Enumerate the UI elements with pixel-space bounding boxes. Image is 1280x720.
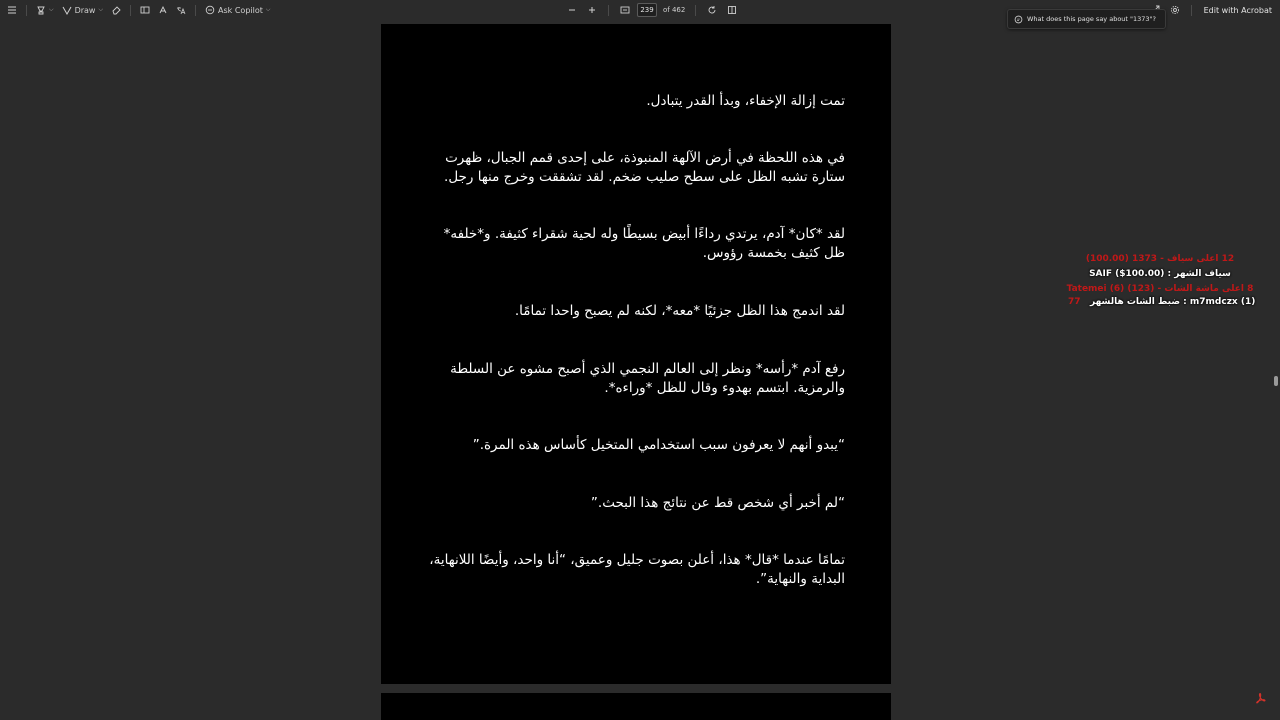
pdf-page	[381, 24, 891, 684]
highlighter-icon	[36, 5, 46, 15]
chevron-down-icon[interactable]: ⌵	[49, 6, 54, 13]
highlight-button[interactable]	[33, 2, 57, 18]
toolbar-left-group	[4, 0, 273, 20]
gear-icon	[1170, 5, 1180, 15]
overlay-count: 77	[1068, 297, 1081, 307]
page-view-button[interactable]	[724, 2, 740, 18]
zoom-out-button[interactable]	[564, 2, 580, 18]
zoom-in-button[interactable]	[584, 2, 600, 18]
add-text-button[interactable]	[137, 2, 153, 18]
paragraph: رفع آدم *رأسه* ونظر إلى العالم النجمي الذي أصبح مشوه عن السلطة والرمزية. ابتسم بهدوء وقال للظل *وراءه*.	[450, 361, 845, 396]
fit-page-button[interactable]	[617, 2, 633, 18]
eraser-icon	[111, 5, 121, 15]
translate-icon	[176, 5, 186, 15]
paragraph: “لم أخبر أي شخص قط عن نتائج هذا البحث.”	[590, 495, 845, 511]
minus-icon	[567, 5, 577, 15]
pdf-page-next	[381, 693, 891, 720]
overlay-top-donor: 12 اعلى سياف - 1373 (100.00)	[1085, 254, 1235, 264]
rotate-icon	[707, 5, 717, 15]
copilot-icon	[205, 5, 215, 15]
toolbar-divider	[695, 5, 696, 16]
page-number-input[interactable]	[637, 3, 657, 17]
list-icon	[7, 5, 17, 15]
settings-button[interactable]	[1167, 2, 1183, 18]
page-count: of 462	[663, 6, 686, 14]
paragraph: تمامًا عندما *قال* هذا، أعلن بصوت جليل وعميق، “أنا واحد، وأيضًا اللانهاية، البداية والنهاية”.	[429, 552, 845, 587]
read-aloud-icon	[158, 5, 168, 15]
translate-button[interactable]	[173, 2, 189, 18]
contents-button[interactable]	[4, 2, 20, 18]
read-aloud-button[interactable]	[155, 2, 171, 18]
acrobat-icon[interactable]	[1254, 692, 1266, 704]
toolbar-divider	[195, 5, 196, 16]
tooltip-text: What does this page say about "1373"?	[1027, 15, 1157, 23]
paragraph: لقد اندمج هذا الظل جزئيًا *معه*، لكنه لم يصبح واحدا تمامًا.	[514, 303, 845, 319]
ask-copilot-label: Ask Copilot	[218, 5, 263, 15]
paragraph: “يبدو أنهم لا يعرفون سبب استخدامي المتخيل كأساس هذه المرة.”	[472, 437, 845, 453]
draw-label: Draw	[74, 5, 96, 15]
copilot-suggestion-tooltip[interactable]	[1007, 9, 1166, 29]
toolbar-divider	[1191, 5, 1192, 16]
paragraph: في هذه اللحظة في أرض الآلهة المنبوذة، على إحدى قمم الجبال، ظهرت ستارة تشبه الظل على سطح صليب ضخم. لقد تشققت وخرج منها رجل.	[444, 150, 845, 185]
toolbar-divider	[608, 5, 609, 16]
copilot-icon	[1014, 15, 1023, 24]
erase-button[interactable]	[108, 2, 124, 18]
toolbar-center-group	[564, 0, 740, 20]
edit-with-acrobat-button[interactable]: Edit with Acrobat	[1203, 5, 1272, 15]
chevron-down-icon[interactable]: ⌵	[98, 6, 104, 13]
fit-page-icon	[620, 5, 630, 15]
overlay-month-donor: سياف الشهر : SAIF ($100.00)	[1089, 269, 1231, 279]
overlay-top-chatter: 8 اعلى ماشة الشات - Tatemei (6) (123)	[1066, 284, 1254, 294]
paragraph: لقد *كان* آدم، يرتدي رداءًا أبيض بسيطًا وله لحية شقراء كثيفة. و*خلفه* ظل كثيف بخمسة رؤوس.	[443, 226, 845, 261]
paragraph: تمت إزالة الإخفاء، وبدأ القدر يتبادل.	[646, 93, 845, 109]
page-view-icon	[727, 5, 737, 15]
stream-overlay	[1060, 252, 1260, 312]
overlay-chat-row	[1060, 297, 1260, 312]
text-box-icon	[140, 5, 150, 15]
scrollbar-thumb[interactable]	[1274, 376, 1278, 386]
overlay-chat-moderator: ضبط الشات هالشهر : m7mdczx (1)	[1090, 297, 1256, 307]
toolbar-divider	[26, 5, 27, 16]
draw-button[interactable]	[59, 2, 106, 18]
draw-icon	[62, 5, 72, 15]
toolbar-right-group	[1147, 0, 1276, 20]
toolbar-divider	[130, 5, 131, 16]
ask-copilot-button[interactable]	[202, 2, 273, 18]
chevron-down-icon[interactable]: ⌵	[265, 6, 271, 13]
rotate-button[interactable]	[704, 2, 720, 18]
plus-icon	[587, 5, 597, 15]
